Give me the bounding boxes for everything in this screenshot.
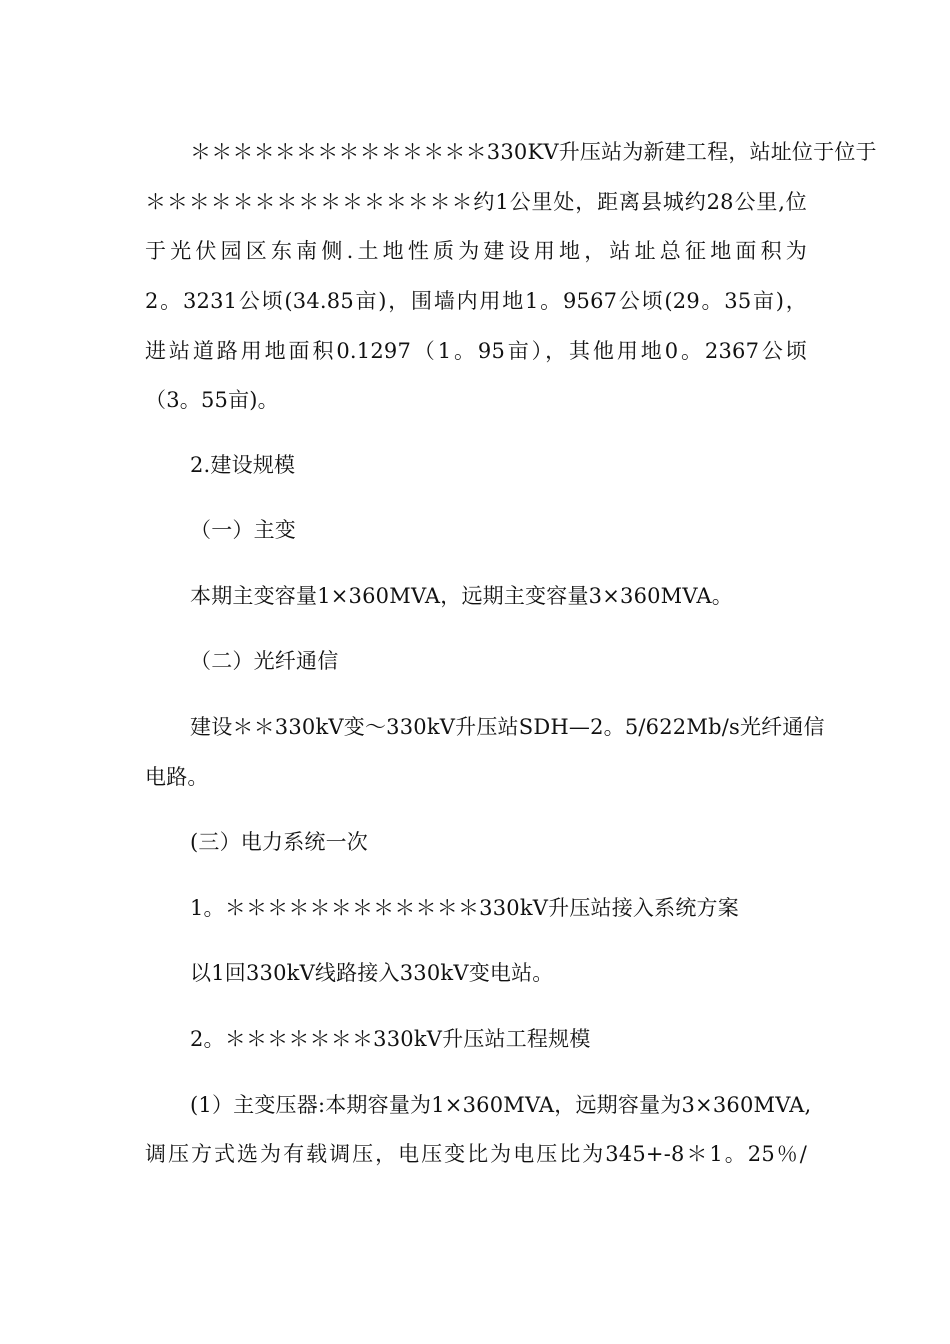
paragraph-line: 于光伏园区东南侧.土地性质为建设用地，站址总征地面积为 (145, 239, 807, 263)
paragraph-line: 建设＊＊330kV变～330kV升压站SDH—2。5/622Mb/s光纤通信 (190, 715, 825, 739)
paragraph-line: 以1回330kV线路接入330kV变电站。 (190, 961, 554, 985)
paragraph-line: ＊＊＊＊＊＊＊＊＊＊＊＊＊＊330KV升压站为新建工程，站址位于位于 (190, 140, 877, 164)
list-item: 2。＊＊＊＊＊＊＊330kV升压站工程规模 (190, 1027, 591, 1051)
subsection-heading: （二）光纤通信 (190, 649, 339, 673)
paragraph-line: 进站道路用地面积0.1297（1。95亩），其他用地0。2367公顷 (145, 339, 807, 363)
section-heading: 2.建设规模 (190, 453, 296, 477)
paragraph-line: 调压方式选为有载调压，电压变比为电压比为345+-8＊1。25％/ (145, 1142, 807, 1166)
subsection-heading: (三）电力系统一次 (190, 830, 368, 854)
paragraph-line: 本期主变容量1×360MVA，远期主变容量3×360MVA。 (190, 584, 733, 608)
subsection-heading: （一）主变 (190, 518, 296, 542)
paragraph-line: （3。55亩)。 (145, 388, 279, 412)
paragraph-line: 2。3231公顷(34.85亩)，围墙内用地1。9567公顷(29。35亩)， (145, 289, 807, 313)
paragraph-line: 电路。 (145, 765, 209, 789)
list-item: 1。＊＊＊＊＊＊＊＊＊＊＊＊330kV升压站接入系统方案 (190, 896, 739, 920)
paragraph-line: ＊＊＊＊＊＊＊＊＊＊＊＊＊＊＊约1公里处，距离县城约28公里,位 (145, 190, 807, 214)
paragraph-line: (1）主变压器:本期容量为1×360MVA，远期容量为3×360MVA, (190, 1093, 812, 1117)
